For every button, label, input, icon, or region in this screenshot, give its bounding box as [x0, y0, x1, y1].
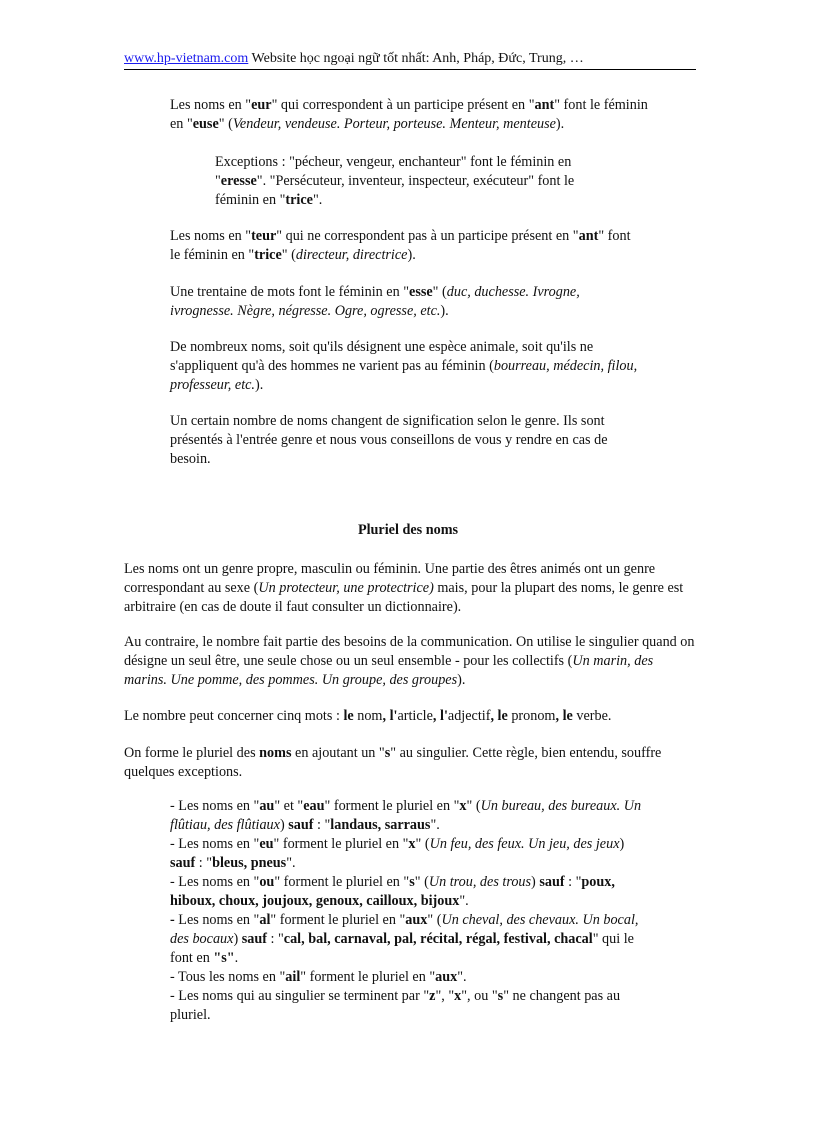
- paragraph-esse: Une trentaine de mots font le féminin en "esse" (duc, duchesse. Ivrogne, ivrognesse. Nègre, négresse. Ogre, ogresse, etc.).: [170, 284, 580, 319]
- page-header: [124, 50, 696, 70]
- paragraph-gender: Les noms ont un genre propre, masculin ou féminin. Une partie des êtres animés ont un genre correspondant au sexe (Un protecteur, une protectrice) mais, pour la plupart des noms, le genre est arbitraire (en cas de doute il faut consulter un dictionnaire).: [124, 561, 684, 615]
- paragraph-five-words: Le nombre peut concerner cinq mots : le nom, l'article, l'adjectif, le pronom, le verbe.: [124, 708, 612, 724]
- paragraph-invariable-nouns: De nombreux noms, soit qu'ils désignent une espèce animale, soit qu'ils ne s'appliquent qu'à des hommes ne varient pas au féminin (bourreau, médecin, filou, professeur, etc.).: [170, 339, 638, 393]
- paragraph-plural-rule: On forme le pluriel des noms en ajoutant un "s" au singulier. Cette règle, bien entendu, souffre quelques exceptions.: [124, 745, 662, 780]
- paragraph-eur: Les noms en "eur" qui correspondent à un participe présent en "ant" font le féminin en "euse" (Vendeur, vendeuse. Porteur, porteuse. Menteur, menteuse).: [170, 97, 648, 132]
- header-tagline: Website học ngoại ngữ tốt nhất: Anh, Pháp, Đức, Trung, …: [248, 51, 584, 66]
- list-item: - Tous les noms en "ail" forment le pluriel en "aux".: [170, 969, 467, 985]
- exceptions-list: [170, 797, 650, 1025]
- paragraph-exceptions: Exceptions : "pécheur, vengeur, enchanteur" font le féminin en "eresse". "Persécuteur, inventeur, inspecteur, exécuteur" font le féminin en "trice".: [215, 154, 575, 208]
- paragraph-teur: Les noms en "teur" qui ne correspondent pas à un participe présent en "ant" font le féminin en "trice" (directeur, directrice).: [170, 228, 631, 263]
- list-item: - Les noms en "au" et "eau" forment le pluriel en "x" (Un bureau, des bureaux. Un flûtiau, des flûtiaux) sauf : "landaus, sarraus".: [170, 798, 642, 833]
- list-item: - Les noms en "al" forment le pluriel en "aux" (Un cheval, des chevaux. Un bocal, des bocaux) sauf : "cal, bal, carnaval, pal, récital, régal, festival, chacal" qui le font en "s".: [170, 912, 639, 966]
- website-link[interactable]: www.hp-vietnam.com: [124, 51, 249, 66]
- paragraph-number: Au contraire, le nombre fait partie des besoins de la communication. On utilise le singulier quand on désigne un seul être, une seule chose ou un seul ensemble - pour les collectifs (Un marin, des marins. Une pomme, des pommes. Un groupe, des groupes).: [124, 634, 695, 688]
- list-item: - Les noms en "eu" forment le pluriel en "x" (Un feu, des feux. Un jeu, des jeux) sauf : "bleus, pneus".: [170, 836, 625, 871]
- section-title: Pluriel des noms: [357, 522, 459, 538]
- list-item: - Les noms en "ou" forment le pluriel en "s" (Un trou, des trous) sauf : "poux, hiboux, choux, joujoux, genoux, cailloux, bijoux".: [170, 874, 615, 909]
- list-item: - Les noms qui au singulier se terminent par "z", "x", ou "s" ne changent pas au pluriel.: [170, 988, 621, 1023]
- paragraph-gender-meaning: Un certain nombre de noms changent de signification selon le genre. Ils sont présentés à l'entrée genre et nous vous conseillons de vous y rendre en cas de besoin.: [170, 413, 608, 467]
